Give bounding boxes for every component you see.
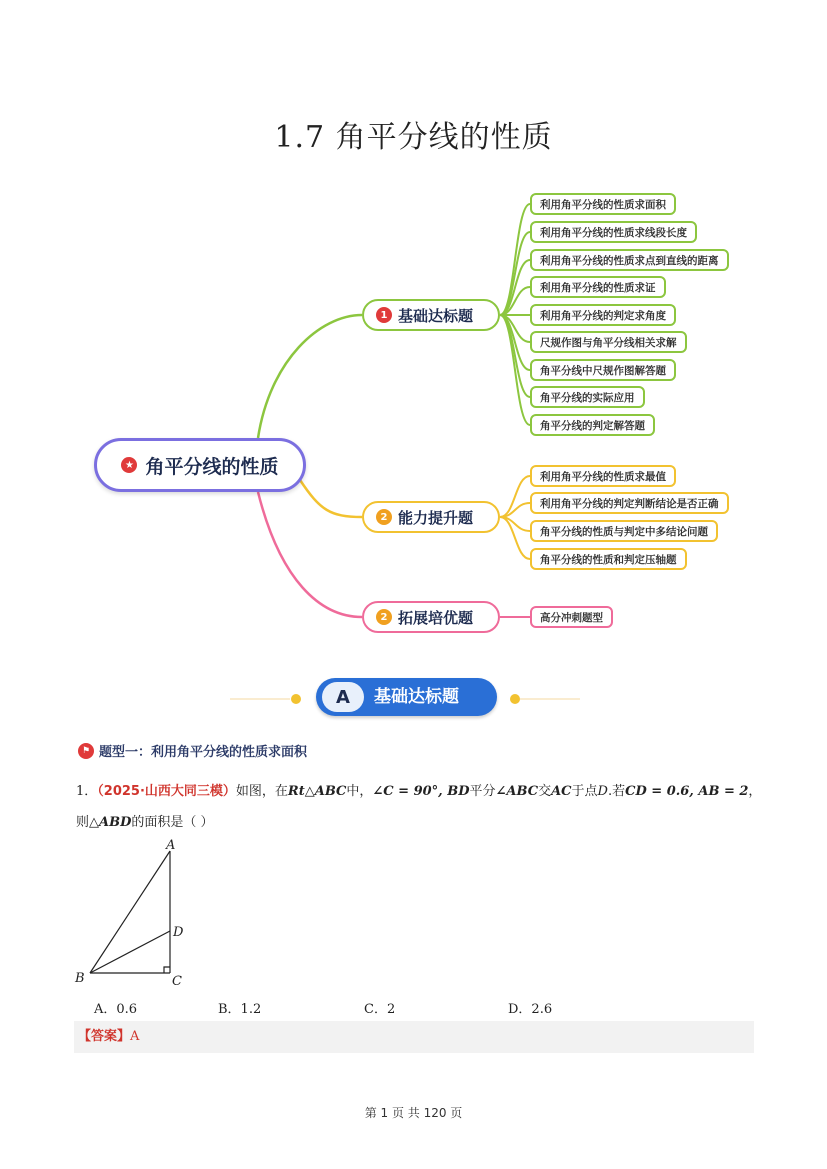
- section-label: 基础达标题: [374, 687, 459, 707]
- leaf-item: 角平分线中尺规作图解答题: [530, 359, 676, 381]
- question-text: 如图，在: [235, 784, 288, 799]
- math-expr: AC: [551, 784, 572, 799]
- section-letter: A: [322, 682, 364, 712]
- triangle-figure: [70, 835, 200, 995]
- question-text: 中，: [346, 784, 373, 799]
- number-badge-icon: 2: [376, 609, 392, 625]
- math-expr: D: [597, 784, 608, 799]
- type-heading-text: 题型一：利用角平分线的性质求面积: [99, 745, 308, 760]
- option-a[interactable]: A．0.6: [94, 1002, 138, 1017]
- leaf-item: 利用角平分线的性质求面积: [530, 193, 676, 215]
- option-b[interactable]: B．1.2: [218, 1002, 262, 1017]
- option-c[interactable]: C．2: [364, 1002, 396, 1017]
- answer-value: A: [130, 1029, 140, 1044]
- leaf-item: 利用角平分线的性质求点到直线的距离: [530, 249, 729, 271]
- leaf-item: 尺规作图与角平分线相关求解: [530, 331, 687, 353]
- branch-extension: [362, 601, 500, 633]
- leaf-item: 角平分线的判定解答题: [530, 414, 655, 436]
- question-line-2: [76, 811, 214, 830]
- vertex-label-b: B: [75, 971, 85, 986]
- branch-basic-label: 基础达标题: [398, 306, 474, 325]
- question-text: 则: [76, 815, 90, 830]
- question-text: 的面积是（ ）: [131, 815, 214, 830]
- question-text: 平分: [469, 784, 496, 799]
- branch-extension-label: 拓展培优题: [398, 608, 474, 627]
- vertex-label-a: A: [166, 838, 176, 853]
- leaf-item: 角平分线的性质和判定压轴题: [530, 548, 687, 570]
- math-expr: ∠ABC: [495, 784, 539, 799]
- leaf-item: 角平分线的性质与判定中多结论问题: [530, 520, 718, 542]
- leaf-item: 角平分线的实际应用: [530, 386, 645, 408]
- flag-icon: ⚑: [78, 743, 94, 759]
- star-icon: ★: [121, 457, 137, 473]
- leaf-item: 利用角平分线的判定求角度: [530, 304, 676, 326]
- math-expr: Rt△ABC: [287, 784, 347, 799]
- number-badge-icon: 2: [376, 509, 392, 525]
- section-pill: [316, 678, 497, 716]
- branch-advanced: [362, 501, 500, 533]
- page-title: 1.7 角平分线的性质: [274, 120, 553, 155]
- branch-basic: [362, 299, 500, 331]
- number-badge-icon: 1: [376, 307, 392, 323]
- question-text: .若: [607, 784, 626, 799]
- option-d[interactable]: D．2.6: [508, 1002, 553, 1017]
- math-expr: ∠C = 90°, BD: [372, 784, 470, 799]
- vertex-label-c: C: [172, 974, 182, 989]
- vertex-label-d: D: [173, 925, 184, 940]
- leaf-item: 利用角平分线的性质求线段长度: [530, 221, 697, 243]
- question-number: 1．: [76, 784, 98, 799]
- answer-label: 【答案】: [78, 1029, 131, 1044]
- mindmap-root-label: 角平分线的性质: [145, 455, 279, 478]
- page-footer: 第 1 页 共 120 页: [364, 1106, 463, 1120]
- question-line-1: [76, 780, 761, 799]
- question-source: （2025·山西大同三模）: [97, 784, 236, 799]
- question-text: 于点: [571, 784, 598, 799]
- math-expr: △ABD: [89, 815, 132, 830]
- answer-box: [74, 1021, 754, 1053]
- question-text: ，: [748, 784, 762, 799]
- question-text: 交: [538, 784, 552, 799]
- mindmap-root: [94, 438, 306, 492]
- leaf-item: 利用角平分线的性质求证: [530, 276, 666, 298]
- leaf-item: 高分冲刺题型: [530, 606, 613, 628]
- branch-advanced-label: 能力提升题: [398, 508, 474, 527]
- question-type-heading: [78, 741, 307, 760]
- math-expr: CD = 0.6, AB = 2: [625, 784, 749, 799]
- leaf-item: 利用角平分线的判定判断结论是否正确: [530, 492, 729, 514]
- leaf-item: 利用角平分线的性质求最值: [530, 465, 676, 487]
- section-banner: [0, 678, 827, 718]
